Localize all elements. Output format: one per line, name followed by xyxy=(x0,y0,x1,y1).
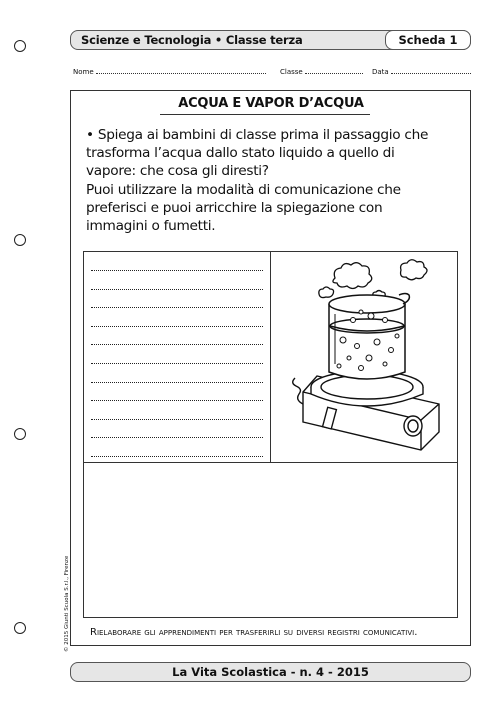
name-field[interactable] xyxy=(73,68,266,76)
date-field[interactable] xyxy=(372,68,471,76)
instruction-line: preferisci e puoi arricchire la spiegazione con xyxy=(86,199,383,216)
writing-line[interactable] xyxy=(91,307,263,308)
class-label: Classe xyxy=(280,68,303,76)
instruction-line: vapore: che cosa gli diresti? xyxy=(86,163,269,180)
title-underline xyxy=(160,114,370,115)
worksheet-title: ACQUA E VAPOR D’ACQUA xyxy=(178,96,364,111)
writing-line[interactable] xyxy=(91,382,263,383)
footer-note: Rielaborare gli apprendimenti per trasferirli su diversi registri comunicativi. xyxy=(90,627,418,638)
writing-line[interactable] xyxy=(91,363,263,364)
publication-footer: La Vita Scolastica - n. 4 - 2015 xyxy=(70,662,471,682)
writing-line[interactable] xyxy=(91,326,263,327)
instruction-line: Puoi utilizzare la modalità di comunicazione che xyxy=(86,181,401,198)
answer-box-top xyxy=(83,251,458,463)
class-field[interactable] xyxy=(280,68,363,76)
subject-label: Scienze e Tecnologia • Classe terza xyxy=(81,33,303,47)
writing-line[interactable] xyxy=(91,344,263,345)
copyright-text: © 2015 Giunti Scuola S.r.l., Firenze xyxy=(64,555,70,652)
binder-hole xyxy=(14,40,26,52)
instruction-line: trasforma l’acqua dallo stato liquido a quello di xyxy=(86,145,395,162)
box-divider xyxy=(270,252,271,462)
answer-box-bottom[interactable] xyxy=(83,463,458,618)
instructions xyxy=(86,126,461,235)
binder-hole xyxy=(14,622,26,634)
sheet-label: Scheda 1 xyxy=(385,30,471,50)
writing-line[interactable] xyxy=(91,270,263,271)
hot-plate-beaker-illustration xyxy=(273,254,457,460)
writing-line[interactable] xyxy=(91,419,263,420)
name-label: Nome xyxy=(73,68,94,76)
instruction-line: immagini o fumetti. xyxy=(86,218,216,235)
writing-line[interactable] xyxy=(91,400,263,401)
binder-hole xyxy=(14,428,26,440)
date-label: Data xyxy=(372,68,389,76)
writing-line[interactable] xyxy=(91,289,263,290)
header-bar xyxy=(70,30,471,50)
writing-line[interactable] xyxy=(91,456,263,457)
writing-line[interactable] xyxy=(91,437,263,438)
instruction-line: • Spiega ai bambini di classe prima il passaggio che xyxy=(86,127,429,143)
binder-hole xyxy=(14,234,26,246)
